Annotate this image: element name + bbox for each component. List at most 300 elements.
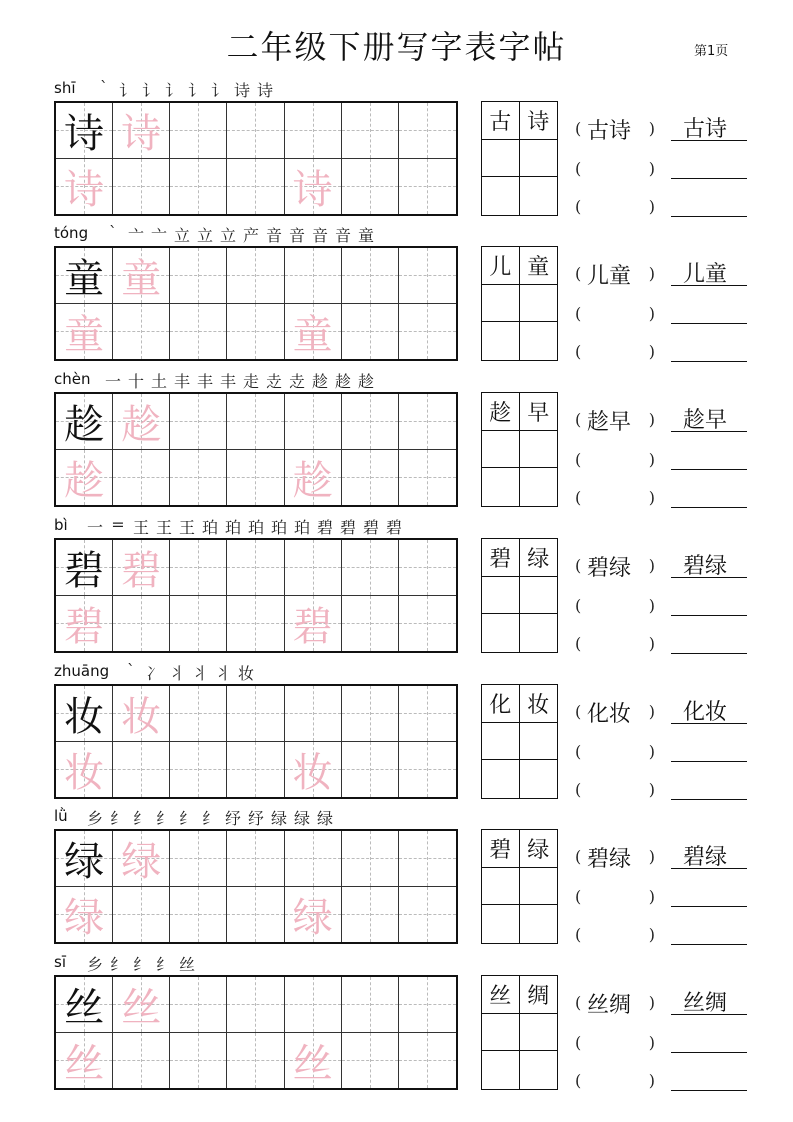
word-cell[interactable] xyxy=(482,140,520,178)
word-cell[interactable] xyxy=(520,905,558,943)
practice-cell[interactable] xyxy=(56,304,113,360)
pinyin-label: tóng xyxy=(54,224,89,242)
stroke-step: 珀 xyxy=(201,518,218,537)
practice-cell[interactable] xyxy=(399,596,456,652)
stroke-step: 丰 xyxy=(173,372,190,391)
practice-cell[interactable] xyxy=(56,831,113,887)
word-cell[interactable]: 儿 xyxy=(482,247,520,285)
trace-character: 妆 xyxy=(121,693,162,740)
practice-cell[interactable] xyxy=(170,450,227,506)
tianzige-grid xyxy=(54,538,458,653)
writing-line[interactable] xyxy=(671,293,747,324)
word-grid xyxy=(481,392,558,507)
stroke-step: 音 xyxy=(334,226,351,245)
practice-cell[interactable] xyxy=(227,103,284,159)
word-cell[interactable]: 妆 xyxy=(520,685,558,723)
stroke-step: 音 xyxy=(265,226,282,245)
stroke-step: 童 xyxy=(357,226,374,245)
practice-cell[interactable] xyxy=(170,248,227,304)
word-grid xyxy=(481,246,558,361)
trace-character: 丝 xyxy=(292,1040,333,1087)
stroke-step: 讠 xyxy=(187,81,204,100)
word-cell[interactable]: 绿 xyxy=(520,539,558,577)
word-cell[interactable]: 碧 xyxy=(482,830,520,868)
writing-line[interactable] xyxy=(671,439,747,470)
word-cell[interactable] xyxy=(482,723,520,761)
stroke-step: 妆 xyxy=(237,664,254,683)
stroke-step: 趁 xyxy=(357,372,374,391)
practice-cell[interactable] xyxy=(170,686,227,742)
trace-character: 趁 xyxy=(292,457,333,504)
line-word: 儿童 xyxy=(683,262,728,287)
practice-cell[interactable] xyxy=(227,450,284,506)
stroke-step: 立 xyxy=(219,226,236,245)
stroke-step: 土 xyxy=(150,372,167,391)
stroke-step: 王 xyxy=(132,518,149,537)
word-grid xyxy=(481,975,558,1090)
practice-cell[interactable] xyxy=(113,450,170,506)
practice-cell[interactable] xyxy=(113,977,170,1033)
trace-character: 碧 xyxy=(292,603,333,650)
practice-cell[interactable] xyxy=(113,394,170,450)
trace-character: 诗 xyxy=(292,166,333,213)
practice-cell[interactable] xyxy=(170,596,227,652)
stroke-step: 讠 xyxy=(141,81,158,100)
writing-line[interactable] xyxy=(671,731,747,762)
stroke-step: 绿 xyxy=(270,809,287,828)
practice-cell[interactable] xyxy=(170,1033,227,1089)
trace-character: 绿 xyxy=(121,838,162,885)
word-cell[interactable] xyxy=(520,1051,558,1089)
parenthesis-blank[interactable]: ( ) xyxy=(575,887,655,906)
word-cell[interactable] xyxy=(482,577,520,615)
practice-cell[interactable] xyxy=(342,887,399,943)
stroke-order xyxy=(122,661,255,684)
word-cell[interactable] xyxy=(520,322,558,360)
practice-cell[interactable] xyxy=(170,304,227,360)
practice-cell[interactable] xyxy=(227,159,284,215)
word-cell[interactable] xyxy=(520,760,558,798)
practice-cell[interactable] xyxy=(56,977,113,1033)
practice-cell[interactable] xyxy=(342,742,399,798)
paren-word: 碧绿 xyxy=(587,847,632,872)
stroke-step: 十 xyxy=(127,372,144,391)
practice-cell[interactable] xyxy=(56,394,113,450)
practice-cell[interactable] xyxy=(227,977,284,1033)
writing-line[interactable] xyxy=(671,585,747,616)
practice-cell[interactable] xyxy=(56,686,113,742)
word-cell[interactable] xyxy=(482,614,520,652)
pinyin-label: zhuāng xyxy=(54,662,110,680)
practice-cell[interactable] xyxy=(285,686,342,742)
practice-cell[interactable] xyxy=(342,1033,399,1089)
stroke-step: 绿 xyxy=(316,809,333,828)
word-cell[interactable]: 童 xyxy=(520,247,558,285)
stroke-step: = xyxy=(111,515,125,534)
trace-character: 童 xyxy=(64,311,105,358)
practice-cell[interactable] xyxy=(342,596,399,652)
parenthesis-blank[interactable]: ( ) 儿童 xyxy=(575,261,655,291)
practice-cell[interactable] xyxy=(285,977,342,1033)
trace-character: 诗 xyxy=(121,110,162,157)
word-cell[interactable]: 碧 xyxy=(482,539,520,577)
stroke-step: 诗 xyxy=(233,81,250,100)
model-character: 趁 xyxy=(64,401,105,448)
practice-cell[interactable] xyxy=(285,1033,342,1089)
pinyin-label: bì xyxy=(54,516,68,534)
practice-cell[interactable] xyxy=(342,450,399,506)
page-title: 二年级下册写字表字帖 xyxy=(226,28,567,66)
trace-character: 丝 xyxy=(64,1040,105,1087)
practice-cell[interactable] xyxy=(113,686,170,742)
stroke-step: 绿 xyxy=(293,809,310,828)
parenthesis-blank[interactable]: ( ) xyxy=(575,596,655,615)
stroke-step: 亠 xyxy=(150,226,167,245)
stroke-step: 纾 xyxy=(224,809,241,828)
writing-line[interactable] xyxy=(671,876,747,907)
word-cell[interactable] xyxy=(482,177,520,215)
word-cell[interactable]: 化 xyxy=(482,685,520,723)
practice-cell[interactable] xyxy=(113,304,170,360)
parenthesis-blank[interactable]: ( ) xyxy=(575,925,655,944)
practice-cell[interactable] xyxy=(399,686,456,742)
writing-line[interactable] xyxy=(671,693,747,724)
writing-line[interactable] xyxy=(671,984,747,1015)
writing-line[interactable] xyxy=(671,838,747,869)
stroke-step: 产 xyxy=(242,226,259,245)
practice-cell[interactable] xyxy=(113,159,170,215)
paren-word: 儿童 xyxy=(587,264,632,289)
writing-line[interactable] xyxy=(671,255,747,286)
paren-word: 丝绸 xyxy=(587,993,632,1018)
model-character: 诗 xyxy=(64,110,105,157)
practice-cell[interactable] xyxy=(227,1033,284,1089)
parenthesis-blank[interactable]: ( ) xyxy=(575,450,655,469)
trace-character: 妆 xyxy=(64,749,105,796)
trace-character: 绿 xyxy=(292,894,333,941)
trace-character: 绿 xyxy=(64,894,105,941)
model-character: 绿 xyxy=(64,838,105,885)
word-cell[interactable] xyxy=(520,140,558,178)
word-cell[interactable]: 趁 xyxy=(482,393,520,431)
stroke-step: 亠 xyxy=(127,226,144,245)
practice-cell[interactable] xyxy=(342,248,399,304)
writing-line[interactable] xyxy=(671,769,747,800)
practice-cell[interactable] xyxy=(399,103,456,159)
practice-cell[interactable] xyxy=(399,831,456,887)
practice-cell[interactable] xyxy=(285,103,342,159)
parenthesis-blank[interactable]: ( ) xyxy=(575,304,655,323)
stroke-step: 纟 xyxy=(109,809,126,828)
word-cell[interactable] xyxy=(482,468,520,506)
tianzige-grid xyxy=(54,392,458,507)
stroke-step: 纟 xyxy=(155,809,172,828)
line-word: 古诗 xyxy=(683,117,728,142)
practice-cell[interactable] xyxy=(56,540,113,596)
word-grid xyxy=(481,684,558,799)
stroke-step: 珀 xyxy=(224,518,241,537)
stroke-step: 碧 xyxy=(362,518,379,537)
word-cell[interactable]: 绿 xyxy=(520,830,558,868)
stroke-step: 碧 xyxy=(339,518,356,537)
practice-cell[interactable] xyxy=(285,450,342,506)
practice-cell[interactable] xyxy=(285,540,342,596)
practice-section xyxy=(0,225,793,371)
stroke-step: 趁 xyxy=(334,372,351,391)
stroke-step: 一 xyxy=(86,518,103,537)
model-character: 碧 xyxy=(64,547,105,594)
practice-cell[interactable] xyxy=(399,450,456,506)
practice-cell[interactable] xyxy=(227,742,284,798)
trace-character: 诗 xyxy=(64,166,105,213)
practice-cell[interactable] xyxy=(342,977,399,1033)
model-character: 童 xyxy=(64,255,105,302)
practice-cell[interactable] xyxy=(113,248,170,304)
practice-cell[interactable] xyxy=(113,103,170,159)
parenthesis-blank[interactable]: ( ) xyxy=(575,634,655,653)
practice-cell[interactable] xyxy=(399,1033,456,1089)
writing-line[interactable] xyxy=(671,186,747,217)
writing-line[interactable] xyxy=(671,1060,747,1091)
parenthesis-blank[interactable]: ( ) xyxy=(575,197,655,216)
word-cell[interactable] xyxy=(482,322,520,360)
word-cell[interactable] xyxy=(520,468,558,506)
stroke-step: 丬 xyxy=(191,664,208,683)
stroke-step: 乡 xyxy=(86,955,103,974)
stroke-step: 赱 xyxy=(265,372,282,391)
stroke-step: 立 xyxy=(173,226,190,245)
stroke-step: 音 xyxy=(311,226,328,245)
model-character: 丝 xyxy=(64,984,105,1031)
practice-cell[interactable] xyxy=(227,394,284,450)
trace-character: 童 xyxy=(121,255,162,302)
practice-cell[interactable] xyxy=(113,831,170,887)
writing-line[interactable] xyxy=(671,401,747,432)
writing-line[interactable] xyxy=(671,110,747,141)
practice-cell[interactable] xyxy=(227,248,284,304)
word-cell[interactable] xyxy=(520,285,558,323)
practice-cell[interactable] xyxy=(56,450,113,506)
stroke-order xyxy=(86,952,196,975)
stroke-step: 王 xyxy=(155,518,172,537)
practice-cell[interactable] xyxy=(342,304,399,360)
word-cell[interactable]: 绸 xyxy=(520,976,558,1014)
word-cell[interactable] xyxy=(520,723,558,761)
stroke-step: 讠 xyxy=(118,81,135,100)
writing-line[interactable] xyxy=(671,148,747,179)
page-number: 第1页 xyxy=(694,44,729,59)
trace-character: 碧 xyxy=(121,547,162,594)
word-cell[interactable]: 丝 xyxy=(482,976,520,1014)
trace-character: 趁 xyxy=(64,457,105,504)
parenthesis-blank[interactable]: ( ) 古诗 xyxy=(575,116,655,146)
stroke-step: 丬 xyxy=(214,664,231,683)
practice-cell[interactable] xyxy=(170,742,227,798)
word-cell[interactable] xyxy=(520,177,558,215)
line-word: 化妆 xyxy=(683,700,728,725)
practice-cell[interactable] xyxy=(227,540,284,596)
parenthesis-blank[interactable]: ( ) xyxy=(575,742,655,761)
word-cell[interactable] xyxy=(520,1014,558,1052)
parenthesis-blank[interactable]: ( ) xyxy=(575,780,655,799)
practice-cell[interactable] xyxy=(399,248,456,304)
practice-cell[interactable] xyxy=(342,159,399,215)
parenthesis-blank[interactable]: ( ) 趁早 xyxy=(575,407,655,437)
stroke-step: 诗 xyxy=(256,81,273,100)
practice-cell[interactable] xyxy=(56,103,113,159)
word-cell[interactable] xyxy=(482,285,520,323)
stroke-step: 讠 xyxy=(210,81,227,100)
word-cell[interactable]: 古 xyxy=(482,102,520,140)
stroke-step: 纟 xyxy=(201,809,218,828)
writing-line[interactable] xyxy=(671,547,747,578)
stroke-step: 王 xyxy=(178,518,195,537)
paren-word: 趁早 xyxy=(587,410,632,435)
trace-character: 碧 xyxy=(64,603,105,650)
stroke-order xyxy=(95,78,274,101)
parenthesis-blank[interactable]: ( ) xyxy=(575,342,655,361)
stroke-order xyxy=(86,806,334,829)
practice-cell[interactable] xyxy=(227,887,284,943)
practice-section xyxy=(0,954,793,1100)
stroke-step: 纟 xyxy=(132,809,149,828)
practice-cell[interactable] xyxy=(342,686,399,742)
tianzige-grid xyxy=(54,101,458,216)
practice-cell[interactable] xyxy=(227,831,284,887)
stroke-step: 趁 xyxy=(311,372,328,391)
practice-cell[interactable] xyxy=(285,596,342,652)
practice-cell[interactable] xyxy=(342,831,399,887)
word-cell[interactable] xyxy=(482,868,520,906)
practice-cell[interactable] xyxy=(399,540,456,596)
practice-cell[interactable] xyxy=(399,977,456,1033)
practice-cell[interactable] xyxy=(113,742,170,798)
line-word: 碧绿 xyxy=(683,845,728,870)
practice-cell[interactable] xyxy=(342,103,399,159)
parenthesis-blank[interactable]: ( ) xyxy=(575,1071,655,1090)
practice-cell[interactable] xyxy=(113,540,170,596)
word-cell[interactable] xyxy=(520,577,558,615)
writing-line[interactable] xyxy=(671,1022,747,1053)
practice-cell[interactable] xyxy=(56,1033,113,1089)
word-cell[interactable] xyxy=(482,760,520,798)
pinyin-label: shī xyxy=(54,79,76,97)
practice-cell[interactable] xyxy=(56,742,113,798)
stroke-order xyxy=(104,369,375,392)
practice-cell[interactable] xyxy=(170,394,227,450)
practice-cell[interactable] xyxy=(56,159,113,215)
stroke-step: 丝 xyxy=(178,955,195,974)
stroke-step: 丰 xyxy=(219,372,236,391)
pinyin-label: lǜ xyxy=(54,807,68,825)
writing-line[interactable] xyxy=(671,331,747,362)
word-cell[interactable] xyxy=(520,868,558,906)
practice-cell[interactable] xyxy=(399,742,456,798)
practice-cell[interactable] xyxy=(170,159,227,215)
word-cell[interactable] xyxy=(520,614,558,652)
stroke-step: 纟 xyxy=(178,809,195,828)
writing-line[interactable] xyxy=(671,914,747,945)
tianzige-grid xyxy=(54,684,458,799)
stroke-step: 乡 xyxy=(86,809,103,828)
practice-cell[interactable] xyxy=(170,540,227,596)
practice-cell[interactable] xyxy=(170,887,227,943)
pinyin-label: chèn xyxy=(54,370,91,388)
practice-cell[interactable] xyxy=(170,977,227,1033)
practice-cell[interactable] xyxy=(342,540,399,596)
practice-cell[interactable] xyxy=(113,1033,170,1089)
practice-cell[interactable] xyxy=(113,887,170,943)
stroke-step: 丰 xyxy=(196,372,213,391)
practice-cell[interactable] xyxy=(285,304,342,360)
practice-cell[interactable] xyxy=(285,394,342,450)
practice-cell[interactable] xyxy=(227,686,284,742)
practice-cell[interactable] xyxy=(285,742,342,798)
word-cell[interactable] xyxy=(482,1014,520,1052)
word-grid xyxy=(481,101,558,216)
stroke-step: 冫 xyxy=(145,664,162,683)
parenthesis-blank[interactable]: ( ) 碧绿 xyxy=(575,553,655,583)
practice-cell[interactable] xyxy=(399,304,456,360)
stroke-step: 珀 xyxy=(270,518,287,537)
practice-cell[interactable] xyxy=(227,596,284,652)
pinyin-label: sī xyxy=(54,953,66,971)
stroke-step: 珀 xyxy=(293,518,310,537)
word-cell[interactable] xyxy=(520,431,558,469)
practice-section xyxy=(0,371,793,517)
word-cell[interactable]: 早 xyxy=(520,393,558,431)
practice-cell[interactable] xyxy=(285,887,342,943)
practice-cell[interactable] xyxy=(399,159,456,215)
practice-cell[interactable] xyxy=(170,831,227,887)
practice-cell[interactable] xyxy=(342,394,399,450)
practice-cell[interactable] xyxy=(285,159,342,215)
word-cell[interactable] xyxy=(482,431,520,469)
line-word: 丝绸 xyxy=(683,991,728,1016)
stroke-step: 立 xyxy=(196,226,213,245)
parenthesis-blank[interactable]: ( ) xyxy=(575,159,655,178)
word-cell[interactable] xyxy=(482,1051,520,1089)
parenthesis-blank[interactable]: ( ) 化妆 xyxy=(575,699,655,729)
stroke-step: 丬 xyxy=(168,664,185,683)
practice-cell[interactable] xyxy=(227,304,284,360)
trace-character: 趁 xyxy=(121,401,162,448)
parenthesis-blank[interactable]: ( ) 丝绸 xyxy=(575,990,655,1020)
parenthesis-blank[interactable]: ( ) 碧绿 xyxy=(575,844,655,874)
parenthesis-blank[interactable]: ( ) xyxy=(575,488,655,507)
stroke-step: 纟 xyxy=(132,955,149,974)
word-grid xyxy=(481,538,558,653)
trace-character: 丝 xyxy=(121,984,162,1031)
practice-cell[interactable] xyxy=(56,596,113,652)
practice-cell[interactable] xyxy=(56,248,113,304)
word-cell[interactable]: 诗 xyxy=(520,102,558,140)
writing-line[interactable] xyxy=(671,623,747,654)
practice-cell[interactable] xyxy=(399,394,456,450)
practice-section xyxy=(0,517,793,663)
practice-cell[interactable] xyxy=(113,596,170,652)
stroke-step: ` xyxy=(127,661,135,680)
writing-line[interactable] xyxy=(671,477,747,508)
practice-cell[interactable] xyxy=(56,887,113,943)
practice-cell[interactable] xyxy=(170,103,227,159)
practice-cell[interactable] xyxy=(399,887,456,943)
stroke-step: 碧 xyxy=(316,518,333,537)
word-cell[interactable] xyxy=(482,905,520,943)
practice-cell[interactable] xyxy=(285,248,342,304)
parenthesis-blank[interactable]: ( ) xyxy=(575,1033,655,1052)
practice-cell[interactable] xyxy=(285,831,342,887)
